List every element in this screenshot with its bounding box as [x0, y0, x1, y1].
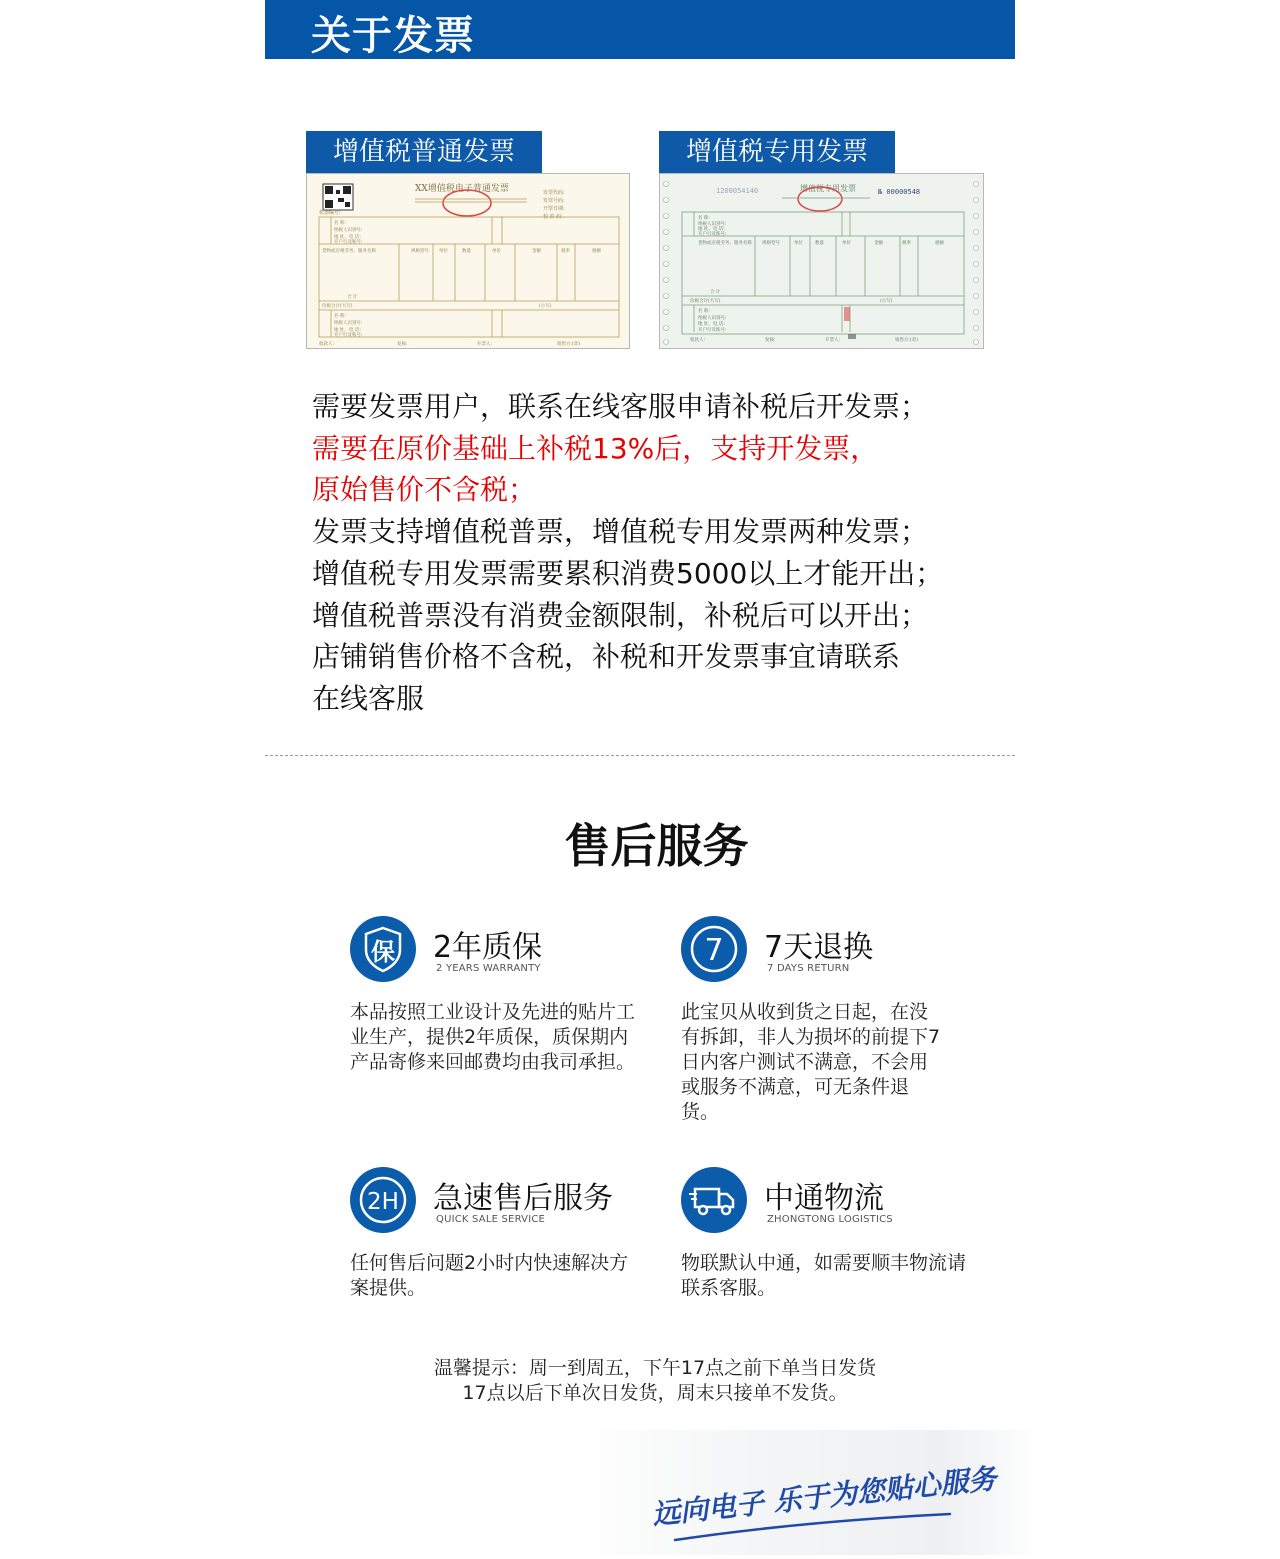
svg-text:保: 保 [371, 938, 395, 966]
svg-text:开票日期:: 开票日期: [543, 206, 565, 212]
service-name-en: 7 DAYS RETURN [767, 963, 850, 974]
svg-text:收款人:: 收款人: [319, 342, 335, 347]
svg-text:(小写): (小写) [880, 299, 893, 304]
svg-text:税率: 税率 [902, 241, 911, 246]
svg-text:销售方:(章): 销售方:(章) [895, 338, 919, 343]
slogan-banner [570, 1430, 1040, 1555]
invoice-label-ordinary: 增值税普通发票 [306, 131, 542, 173]
svg-text:地 址、电 话:: 地 址、电 话: [698, 322, 725, 327]
svg-text:金额: 金额 [874, 241, 883, 246]
two-hour-icon [350, 1167, 416, 1233]
service-name: 中通物流 [764, 1181, 884, 1216]
svg-text:校 验 码:: 校 验 码: [543, 214, 563, 220]
invoice-machine-no: 机器编号: [319, 210, 341, 216]
svg-text:单位: 单位 [439, 249, 448, 254]
shipping-tip [360, 1356, 950, 1406]
svg-text:纳税人识别号:: 纳税人识别号: [698, 316, 727, 321]
svg-text:税额: 税额 [935, 241, 944, 246]
tip-line-2: 17点以后下单次日发货，周末只接单不发货。 [462, 1382, 848, 1404]
info-line: 发票支持增值税普票，增值税专用发票两种发票； [312, 515, 929, 549]
svg-text:开户行及账号:: 开户行及账号: [334, 240, 363, 245]
service-name-en: ZHONGTONG LOGISTICS [767, 1214, 893, 1225]
invoice-image-special [659, 173, 984, 349]
svg-text:规格型号: 规格型号 [411, 249, 429, 254]
svg-text:规格型号: 规格型号 [762, 241, 780, 246]
info-line-highlight: 需要在原价基础上补税13%后，支持开发票， [312, 431, 879, 465]
svg-text:纳税人识别号:: 纳税人识别号: [698, 222, 727, 227]
invoice-stamp-title: XX增值税电子普通发票 [415, 184, 509, 194]
svg-text:发票号码:: 发票号码: [543, 198, 565, 204]
invoice-number-right: № 00000548 [878, 188, 921, 196]
invoice-image-ordinary [306, 173, 630, 349]
svg-text:销售方:(章): 销售方:(章) [557, 342, 581, 347]
svg-text:收款人:: 收款人: [690, 338, 706, 343]
service-name: 2年质保 [433, 930, 543, 965]
svg-text:税额: 税额 [592, 249, 601, 254]
svg-text:纳税人识别号:: 纳税人识别号: [334, 321, 363, 326]
svg-text:名 称:: 名 称: [698, 216, 710, 221]
svg-text:单价: 单价 [842, 241, 851, 246]
svg-text:开户行及账号:: 开户行及账号: [334, 333, 363, 338]
svg-text:数量: 数量 [462, 249, 471, 254]
slogan-text: 远向电子 乐于为您贴心服务 [650, 1462, 998, 1532]
svg-text:复核:: 复核: [765, 338, 776, 343]
service-name: 急速售后服务 [433, 1181, 613, 1216]
svg-text:地 址、电 话:: 地 址、电 话: [334, 328, 361, 333]
shield-bao-icon [350, 916, 416, 982]
truck-icon [681, 1167, 747, 1233]
svg-text:地 址、电 话:: 地 址、电 话: [698, 227, 725, 232]
service-name-en: 2 YEARS WARRANTY [436, 963, 541, 974]
service-name-en: QUICK SALE SERVICE [436, 1214, 546, 1225]
svg-text:名 称:: 名 称: [698, 309, 710, 314]
invoice-info-text [312, 386, 992, 720]
svg-text:地 址、电 话:: 地 址、电 话: [334, 235, 361, 240]
after-sales-title: 售后服务 [564, 819, 749, 873]
svg-text:2H: 2H [367, 1189, 399, 1215]
svg-text:(小写): (小写) [539, 304, 552, 309]
svg-text:开票人:: 开票人: [477, 342, 493, 347]
svg-text:7: 7 [704, 933, 724, 968]
tip-line-1: 温馨提示：周一到周五，下午17点之前下单当日发货 [433, 1357, 877, 1379]
svg-text:金额: 金额 [532, 249, 541, 254]
invoice-number-left: 1200054140 [716, 187, 759, 195]
svg-text:发票代码:: 发票代码: [543, 190, 565, 196]
info-line: 增值税专用发票需要累积消费5000以上才能开出； [312, 556, 944, 590]
svg-text:货物或应税劳务、服务名称: 货物或应税劳务、服务名称 [698, 241, 752, 246]
invoice-stamp-title-2: 增值税专用发票 [800, 184, 856, 193]
svg-text:复核:: 复核: [397, 342, 408, 347]
section-header-bar [265, 0, 1015, 59]
svg-text:名 称:: 名 称: [334, 314, 346, 319]
svg-text:价税合计(大写): 价税合计(大写) [690, 299, 721, 304]
svg-text:数量: 数量 [815, 241, 824, 246]
svg-text:纳税人识别号:: 纳税人识别号: [334, 228, 363, 233]
service-desc: 此宝贝从收到货之日起，在没有拆卸，非人为损坏的前提下7日内客户测试不满意，不会用或服务不满意，可无条件退货。 [681, 1001, 941, 1123]
svg-text:合 计: 合 计 [710, 290, 721, 295]
svg-text:税率: 税率 [561, 249, 570, 254]
svg-text:价税合计(大写): 价税合计(大写) [322, 304, 353, 309]
svg-text:单位: 单位 [794, 241, 803, 246]
svg-text:开户行及账号:: 开户行及账号: [698, 328, 727, 333]
info-line: 增值税普票没有消费金额限制，补税后可以开出； [312, 598, 929, 632]
info-line-highlight: 原始售价不含税； [312, 473, 537, 507]
svg-text:开票人:: 开票人: [825, 338, 841, 343]
dashed-divider [265, 755, 1015, 756]
service-name: 7天退换 [764, 930, 874, 965]
info-line: 在线客服 [312, 681, 425, 715]
svg-text:货物或应税劳务、服务名称: 货物或应税劳务、服务名称 [322, 249, 376, 254]
section-title-invoice: 关于发票 [311, 13, 475, 59]
info-line: 需要发票用户，联系在线客服申请补税后开发票； [312, 390, 929, 423]
info-line: 店铺销售价格不含税，补税和开发票事宜请联系 [312, 640, 901, 674]
invoice-label-special: 增值税专用发票 [659, 131, 895, 173]
qr-code-icon [323, 184, 353, 210]
svg-text:开户行及账号:: 开户行及账号: [698, 232, 727, 237]
seven-icon [681, 916, 747, 982]
service-desc: 任何售后问题2小时内快速解决方案提供。 [350, 1252, 629, 1299]
svg-text:名 称:: 名 称: [334, 221, 346, 226]
service-desc: 物联默认中通，如需要顺丰物流请联系客服。 [681, 1252, 967, 1299]
svg-text:单价: 单价 [492, 249, 501, 254]
service-desc: 本品按照工业设计及先进的贴片工业生产，提供2年质保，质保期内产品寄修来回邮费均由我司承担。 [350, 1001, 636, 1073]
svg-text:合 计: 合 计 [347, 295, 358, 300]
